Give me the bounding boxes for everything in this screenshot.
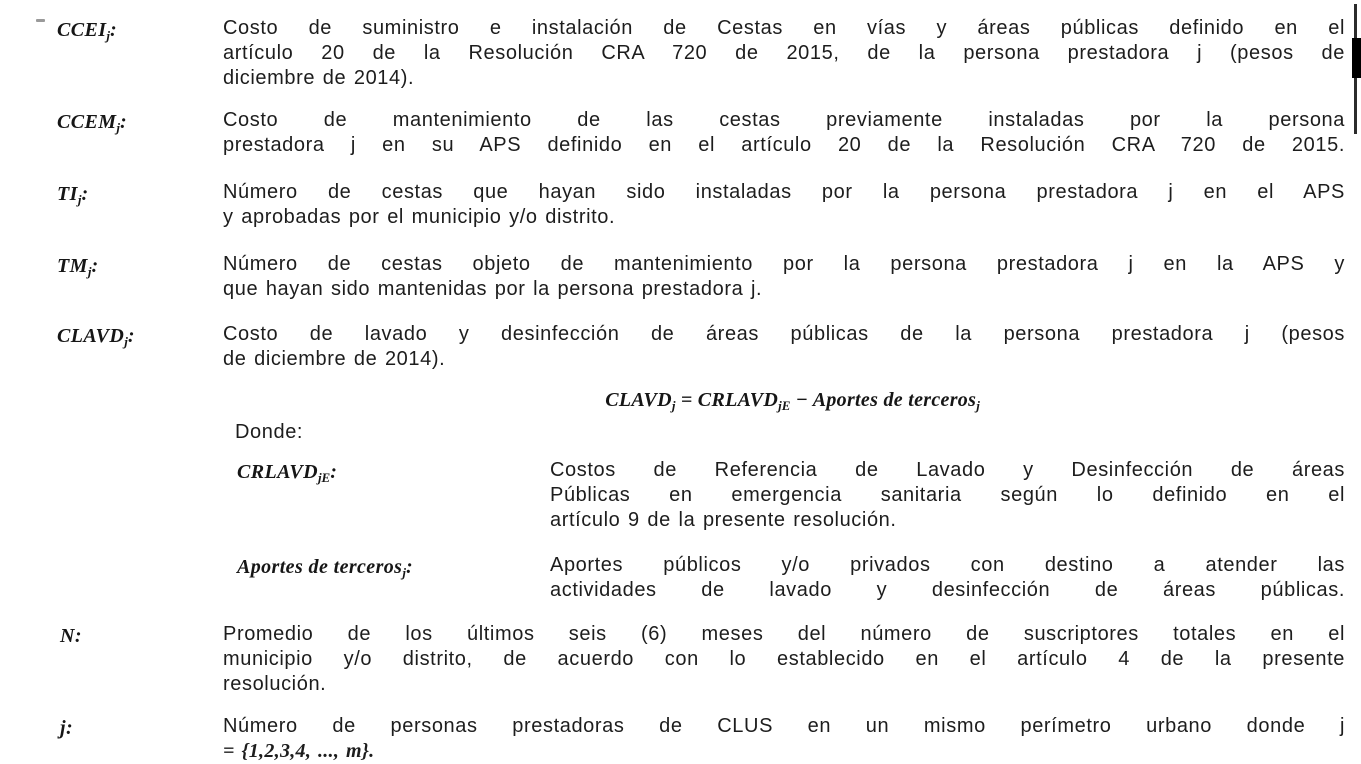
definition-line: municipio y/o distrito, de acuerdo con lo establecido en el artículo 4 de la presente: [223, 648, 1345, 670]
term-colon: :: [405, 556, 414, 578]
formula-part: = CRLAVD: [675, 389, 779, 411]
definition-line-math: = {1,2,3,4, ..., m}.: [223, 740, 375, 762]
term-symbol-ccem: [57, 110, 127, 135]
definition-line: Número de cestas que hayan sido instaladas por la persona prestadora j en el APS: [223, 181, 1345, 203]
term-colon: :: [65, 717, 74, 739]
term-subscript: j: [116, 120, 121, 135]
term-colon: :: [127, 325, 135, 347]
term-symbol-j: [60, 716, 73, 741]
definition-line: Públicas en emergencia sanitaria según lo definido en el: [550, 484, 1345, 506]
term-base: CRLAVD: [237, 461, 318, 483]
definition-j: [223, 714, 1345, 764]
definition-ti: [223, 180, 1345, 230]
definition-line: Costo de mantenimiento de las cestas previamente instaladas por la persona: [223, 109, 1345, 131]
term-symbol-aportes: [237, 555, 413, 580]
term-symbol-clavd: [57, 324, 135, 349]
definition-n: [223, 622, 1345, 697]
term-symbol-crlavd: [237, 460, 337, 485]
term-symbol-ccei: [57, 18, 117, 43]
definition-line: Costos de Referencia de Lavado y Desinfección de áreas: [550, 459, 1345, 481]
formula-subscript: j: [976, 398, 980, 413]
term-base: CCEM: [57, 111, 117, 133]
term-colon: :: [330, 461, 338, 483]
formula-part: CLAVD: [605, 389, 672, 411]
scan-dash-artifact: [36, 19, 45, 22]
definition-line: resolución.: [223, 673, 327, 695]
term-base: CLAVD: [57, 325, 125, 347]
formula-subscript: jE: [778, 398, 791, 413]
definition-line: prestadora j en su APS definido en el artículo 20 de la Resolución CRA 720 de 2015.: [223, 134, 1345, 156]
definition-line: Costo de suministro e instalación de Cestas en vías y áreas públicas definido en el: [223, 17, 1345, 39]
term-base: Aportes de terceros: [237, 556, 403, 578]
definition-line: diciembre de 2014).: [223, 67, 415, 89]
term-base: j: [60, 717, 66, 739]
term-subscript: j: [402, 565, 406, 580]
definition-line: de diciembre de 2014).: [223, 348, 446, 370]
definition-clavd: [223, 322, 1345, 372]
term-colon: :: [120, 111, 128, 133]
definition-line: que hayan sido mantenidas por la persona prestadora j.: [223, 278, 763, 300]
term-subscript: jE: [317, 470, 331, 485]
definition-crlavd: [550, 458, 1345, 533]
formula-part: − Aportes de terceros: [790, 389, 977, 411]
term-subscript: j: [77, 192, 82, 207]
term-subscript: j: [87, 264, 92, 279]
definition-line: actividades de lavado y desinfección de áreas públicas.: [550, 579, 1345, 601]
term-subscript: j: [124, 334, 128, 349]
definition-ccei: [223, 16, 1345, 91]
definition-line: y aprobadas por el municipio y/o distrito.: [223, 206, 616, 228]
definition-line: Costo de lavado y desinfección de áreas públicas de la persona prestadora j (pesos: [223, 323, 1345, 345]
definition-line: Número de cestas objeto de mantenimiento por la persona prestadora j en la APS y: [223, 253, 1345, 275]
formula-subscript: j: [671, 398, 676, 413]
term-colon: :: [91, 255, 99, 277]
formula-clavd-equation: [240, 388, 1345, 413]
term-subscript: j: [106, 28, 111, 43]
term-base: N: [60, 625, 75, 647]
scan-ink-blob-artifact: [1352, 38, 1361, 78]
term-base: TM: [57, 255, 88, 277]
definition-line: artículo 9 de la presente resolución.: [550, 509, 897, 531]
definition-line: Aportes públicos y/o privados con destino a atender las: [550, 554, 1345, 576]
term-base: CCEI: [57, 19, 107, 41]
term-colon: :: [81, 183, 89, 205]
definition-line: artículo 20 de la Resolución CRA 720 de 2015, de la persona prestadora j (pesos de: [223, 42, 1345, 64]
definition-line: Promedio de los últimos seis (6) meses del número de suscriptores totales en el: [223, 623, 1345, 645]
term-colon: :: [74, 625, 82, 647]
definition-line: Número de personas prestadoras de CLUS en un mismo perímetro urbano donde j: [223, 715, 1345, 737]
term-symbol-ti: [57, 182, 89, 207]
term-colon: :: [110, 19, 118, 41]
definition-tm: [223, 252, 1345, 302]
definition-ccem: [223, 108, 1345, 158]
donde-label: Donde:: [235, 421, 304, 443]
definition-aportes: [550, 553, 1345, 603]
term-symbol-n: [60, 624, 82, 649]
term-symbol-tm: [57, 254, 99, 279]
term-base: TI: [57, 183, 78, 205]
